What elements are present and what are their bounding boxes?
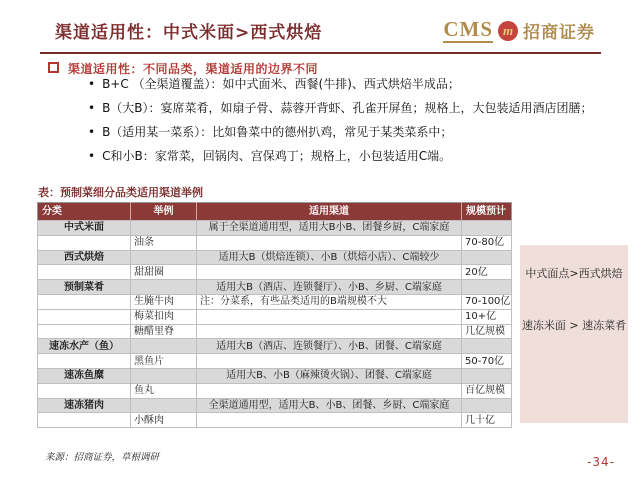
cell-scale: 20亿 xyxy=(462,265,512,280)
callout-box xyxy=(520,245,628,423)
cell-category: 中式米面 xyxy=(38,221,131,236)
col-header-category: 分类 xyxy=(38,203,131,221)
cell-scale xyxy=(462,280,512,295)
brand-name: 招商证券 xyxy=(523,23,595,43)
col-header-channel: 适用渠道 xyxy=(197,203,462,221)
col-header-example: 举例 xyxy=(131,203,197,221)
cell-example: 油条 xyxy=(131,235,197,250)
cell-category: 西式烘焙 xyxy=(38,250,131,265)
cms-logo-mark: m xyxy=(502,23,514,38)
table-row xyxy=(38,368,512,383)
cell-example xyxy=(131,221,197,236)
cell-channel xyxy=(197,309,462,324)
cell-scale: 70-100亿 xyxy=(462,294,512,309)
channel-table xyxy=(37,202,512,428)
cell-example: 黑鱼片 xyxy=(131,354,197,369)
cell-example: 甜甜圈 xyxy=(131,265,197,280)
bullet-item: • B（大B）：宴席菜肴，如扇子骨、蒜蓉开背虾、孔雀开屏鱼；规格上，大包装适用酒店团膳； xyxy=(88,102,600,115)
cell-scale: 几十亿 xyxy=(462,413,512,428)
cell-channel: 适用大B、小B（麻辣烫火锅）、团餐、C端家庭 xyxy=(197,368,462,383)
cell-channel: 适用大B（烘焙连锁）、小B（烘焙小店）、C端较少 xyxy=(197,250,462,265)
table-row xyxy=(38,413,512,428)
cell-category xyxy=(38,324,131,339)
cell-example: 小酥肉 xyxy=(131,413,197,428)
cell-example xyxy=(131,339,197,354)
table-row xyxy=(38,383,512,398)
cell-example xyxy=(131,368,197,383)
cell-scale: 百亿规模 xyxy=(462,383,512,398)
bullet-item: • B（适用某一菜系）：比如鲁菜中的德州扒鸡，常见于某类菜系中； xyxy=(88,126,600,139)
cell-category xyxy=(38,265,131,280)
cell-example xyxy=(131,398,197,413)
cell-category xyxy=(38,309,131,324)
lead-bullet xyxy=(48,60,318,77)
table-row xyxy=(38,339,512,354)
bullet-item: • B+C （全渠道覆盖）：如中式面米、西餐(牛排)、西式烘焙半成品； xyxy=(88,78,600,91)
company-logo xyxy=(443,18,595,43)
page-number: -34- xyxy=(587,455,615,469)
cell-example: 糖醋里脊 xyxy=(131,324,197,339)
cell-scale xyxy=(462,221,512,236)
cell-channel xyxy=(197,354,462,369)
callout-line: 速冻米面 > 速冻菜肴 xyxy=(521,319,627,332)
cell-channel: 属于全渠道通用型，适用大B小B、团餐乡厨，C端家庭 xyxy=(197,221,462,236)
cell-scale xyxy=(462,250,512,265)
table-header-row xyxy=(38,203,512,221)
table-row xyxy=(38,354,512,369)
table-row xyxy=(38,250,512,265)
cell-example: 鱼丸 xyxy=(131,383,197,398)
cell-channel: 全渠道通用型，适用大B、小B、团餐、乡厨、C端家庭 xyxy=(197,398,462,413)
cell-category: 速冻水产（鱼） xyxy=(38,339,131,354)
callout-line: 中式面点>西式烘焙 xyxy=(525,267,623,280)
cell-channel: 适用大B（酒店、连锁餐厅）、小B、乡厨、C端家庭 xyxy=(197,280,462,295)
cell-channel xyxy=(197,413,462,428)
cell-category xyxy=(38,413,131,428)
cell-example: 梅菜扣肉 xyxy=(131,309,197,324)
cell-channel xyxy=(197,235,462,250)
bullet-list xyxy=(88,78,600,174)
lead-bullet-text: 渠道适用性：不同品类，渠道适用的边界不同 xyxy=(68,62,319,76)
source-note: 来源：招商证券，草根调研 xyxy=(45,452,160,463)
cell-example: 生腌牛肉 xyxy=(131,294,197,309)
cell-category xyxy=(38,354,131,369)
table-row xyxy=(38,265,512,280)
table-row xyxy=(38,280,512,295)
cell-scale: 几亿规模 xyxy=(462,324,512,339)
table-row xyxy=(38,294,512,309)
square-bullet-icon xyxy=(48,62,59,73)
cell-scale: 10+亿 xyxy=(462,309,512,324)
cms-logo-icon xyxy=(498,21,518,41)
cell-category: 速冻猪肉 xyxy=(38,398,131,413)
table-row xyxy=(38,398,512,413)
cell-category: 预制菜肴 xyxy=(38,280,131,295)
cell-scale xyxy=(462,339,512,354)
cms-logo-text: CMS xyxy=(443,17,493,42)
table-row xyxy=(38,235,512,250)
cell-channel: 适用大B（酒店、连锁餐厅）、小B、团餐、C端家庭 xyxy=(197,339,462,354)
table-row xyxy=(38,324,512,339)
table-row xyxy=(38,221,512,236)
cell-example xyxy=(131,250,197,265)
cell-channel xyxy=(197,265,462,280)
cell-scale xyxy=(462,368,512,383)
cell-scale: 70-80亿 xyxy=(462,235,512,250)
cell-category xyxy=(38,235,131,250)
cell-channel-note: 注：分菜系，有些品类适用的B端规模不大 xyxy=(197,294,462,309)
cell-category xyxy=(38,383,131,398)
table-row xyxy=(38,309,512,324)
cell-category xyxy=(38,294,131,309)
cell-channel xyxy=(197,324,462,339)
cell-scale: 50-70亿 xyxy=(462,354,512,369)
header-divider xyxy=(40,52,601,54)
cell-scale xyxy=(462,398,512,413)
cell-category: 速冻鱼糜 xyxy=(38,368,131,383)
table-caption: 表：预制菜细分品类适用渠道举例 xyxy=(38,186,203,199)
cell-example xyxy=(131,280,197,295)
page-title: 渠道适用性：中式米面>西式烘焙 xyxy=(55,23,323,43)
cell-channel xyxy=(197,383,462,398)
col-header-scale: 规模预计 xyxy=(462,203,512,221)
bullet-item: • C和小B：家常菜，回锅肉、宫保鸡丁；规格上，小包装适用C端。 xyxy=(88,150,600,163)
